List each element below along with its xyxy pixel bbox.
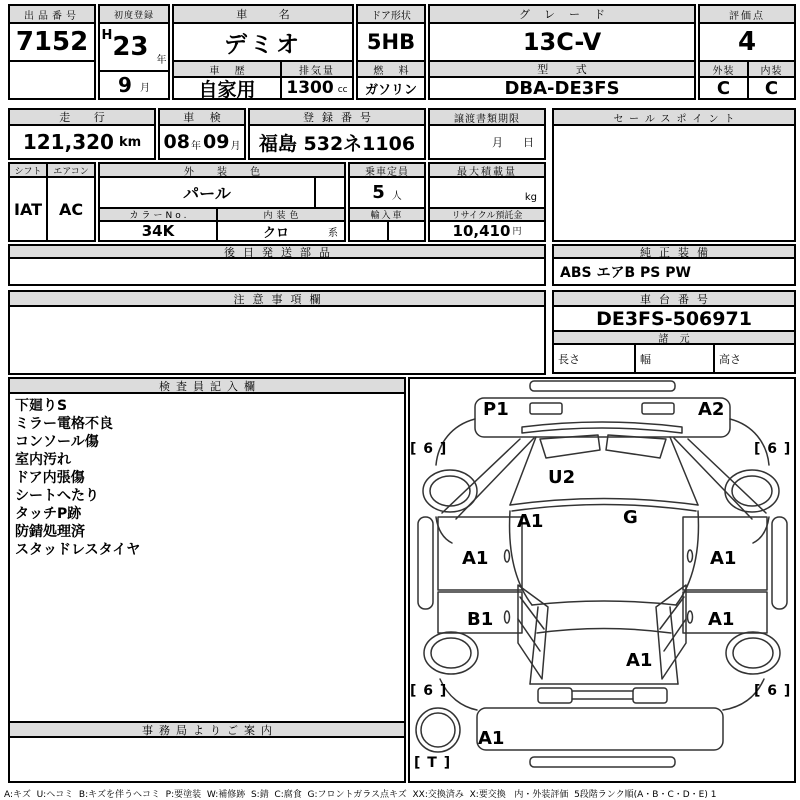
inspector-note: スタッドレスタイヤ (15, 542, 141, 558)
mileage-cell (8, 124, 156, 160)
car-outline-svg (410, 379, 794, 781)
inspection-month: 09 (203, 131, 230, 153)
displacement-value: 1300 (286, 78, 334, 98)
inspection-month-unit: 月 (230, 141, 241, 152)
inspector-note: タッチP跡 (15, 506, 82, 522)
shift-header: シフト (8, 162, 48, 178)
exterior-grade-value: C (698, 76, 749, 100)
car-name-header: 車 名 (172, 4, 354, 24)
car-name-value: デミオ (172, 22, 354, 62)
shift-value: IAT (8, 176, 48, 242)
payload-header: 最大積載量 (428, 162, 546, 178)
recycle-cell (428, 220, 546, 242)
int-color-suffix: 系 (327, 227, 338, 239)
exterior-grade-header: 外装 (698, 60, 749, 78)
width-cell: 幅 (634, 343, 715, 374)
recycle-unit: 円 (512, 227, 522, 237)
spare-tire-mark: [ T ] (414, 755, 452, 771)
inspector-header: 検査員記入欄 (8, 377, 406, 394)
capacity-unit: 人 (391, 191, 402, 202)
model-code-header: 型 式 (428, 60, 696, 78)
score-header: 評価点 (698, 4, 796, 24)
later-parts-header: 後日発送部品 (8, 244, 546, 259)
reg-no-header: 登録番号 (248, 108, 426, 126)
transfer-deadline-header: 譲渡書類期限 (428, 108, 546, 126)
chassis-no-value: DE3FS-506971 (552, 305, 796, 332)
damage-mark-front-right-panel: A2 (698, 399, 725, 420)
equipment-header: 純正装備 (552, 244, 796, 259)
office-header: 事務局よりご案内 (8, 721, 406, 738)
int-color-cell (216, 220, 346, 242)
damage-mark-cowl-left: A1 (517, 511, 544, 532)
inspection-year: 08 (163, 131, 190, 153)
history-header: 車 歴 (172, 60, 282, 78)
era-mark: H (101, 28, 113, 43)
damage-legend: A:キズ U:ヘコミ B:キズを伴うヘコミ P:要塗装 W:補修跡 S:錆 C:腐食 G:フロントガラス点キズ XX:交換済み X:要交換 内・外装評価 5段階ランク順(A・B・C・D・E) 1 (4, 790, 717, 800)
length-cell: 長さ (552, 343, 636, 374)
inspector-note: ミラー電格不良 (15, 416, 113, 432)
int-color-header: 内装色 (216, 207, 346, 222)
sales-point-box (552, 124, 796, 242)
transfer-day-mark: 日 (523, 136, 534, 149)
fuel-value: ガソリン (356, 76, 426, 100)
damage-mark-front-left-door: A1 (462, 548, 489, 569)
recycle-value: 10,410 (452, 222, 511, 240)
tire-mark-front-left: [ 6 ] (410, 441, 448, 457)
fuel-header: 燃 料 (356, 60, 426, 78)
capacity-value: 5 (372, 182, 385, 203)
inspector-note: シートへたり (15, 488, 99, 504)
inspector-note: コンソール傷 (15, 434, 99, 450)
ext-color-header: 外 装 色 (98, 162, 346, 178)
payload-cell (428, 176, 546, 209)
damage-mark-front-left-panel: P1 (483, 399, 509, 420)
grade-header: グレード (428, 4, 696, 24)
history-value: 自家用 (172, 76, 282, 100)
mileage-unit: km (118, 134, 142, 150)
auction-no-extra-cell (8, 60, 96, 100)
tire-mark-rear-left: [ 6 ] (410, 683, 448, 699)
first-reg-month-cell (98, 70, 170, 100)
interior-grade-header: 内装 (747, 60, 796, 78)
displacement-value-cell (280, 76, 354, 100)
notes-header: 注意事項欄 (8, 290, 546, 307)
interior-grade-value: C (747, 76, 796, 100)
notes-box (8, 305, 546, 375)
inspector-note: 防錆処理済 (15, 524, 85, 540)
first-reg-year-cell (98, 22, 170, 72)
height-cell: 高さ (713, 343, 796, 374)
month-unit: 月 (139, 83, 150, 94)
inspection-cell (158, 124, 246, 160)
capacity-cell (348, 176, 426, 209)
damage-mark-front-glass: G (623, 507, 638, 528)
damage-mark-front-right-door: A1 (710, 548, 737, 569)
tire-mark-rear-right: [ 6 ] (754, 683, 792, 699)
inspection-year-unit: 年 (191, 141, 201, 152)
damage-mark-rear-left-door: B1 (467, 609, 494, 630)
auction-no-value: 7152 (8, 22, 96, 62)
import-cell-1 (348, 220, 389, 242)
first-reg-header: 初度登録 (98, 4, 170, 24)
first-reg-year: 23 (112, 32, 149, 62)
inspector-notes-box (8, 392, 406, 723)
tire-mark-front-right: [ 6 ] (754, 441, 792, 457)
displacement-unit: cc (337, 85, 348, 95)
transfer-deadline-cell (428, 124, 546, 160)
damage-mark-rear-bumper: A1 (478, 728, 505, 749)
ext-color-value: パール (98, 176, 316, 209)
damage-mark-rear-gate: A1 (626, 650, 653, 671)
inspector-note: ドア内張傷 (15, 470, 85, 486)
grade-value: 13C-V (428, 22, 696, 62)
later-parts-box (8, 257, 546, 286)
recycle-header: リサイクル預託金 (428, 207, 546, 222)
score-value: 4 (698, 22, 796, 62)
ext-color-code-cell (314, 176, 346, 209)
capacity-header: 乗車定員 (348, 162, 426, 178)
sales-point-header: セールスポイント (552, 108, 796, 126)
mileage-header: 走 行 (8, 108, 156, 126)
door-value: 5HB (356, 22, 426, 62)
year-unit: 年 (156, 55, 167, 66)
dims-header: 諸 元 (552, 330, 796, 345)
reg-no-value: 福島 532ネ1106 (248, 124, 426, 160)
import-cell-2 (387, 220, 426, 242)
model-code-value: DBA-DE3FS (428, 76, 696, 100)
int-color-value: クロ (262, 225, 289, 241)
office-box (8, 736, 406, 783)
car-damage-diagram (408, 377, 796, 783)
equipment-value: ABS エアB PS PW (552, 257, 796, 286)
aircon-value: AC (46, 176, 96, 242)
mileage-value: 121,320 (22, 130, 114, 154)
door-header: ドア形状 (356, 4, 426, 24)
inspector-note: 室内汚れ (15, 452, 71, 468)
auction-no-header: 出品番号 (8, 4, 96, 24)
first-reg-month: 9 (118, 73, 132, 97)
aircon-header: エアコン (46, 162, 96, 178)
color-no-value: 34K (98, 220, 218, 242)
import-header: 輸入車 (348, 207, 426, 222)
inspector-note: 下廻りS (15, 398, 68, 414)
inspection-header: 車 検 (158, 108, 246, 126)
payload-unit: kg (524, 192, 537, 203)
damage-mark-rear-right-door: A1 (708, 609, 735, 630)
damage-mark-windshield: U2 (548, 467, 576, 488)
transfer-month-mark: 月 (492, 136, 503, 149)
chassis-no-header: 車台番号 (552, 290, 796, 307)
displacement-header: 排気量 (280, 60, 354, 78)
color-no-header: カラーNo. (98, 207, 218, 222)
